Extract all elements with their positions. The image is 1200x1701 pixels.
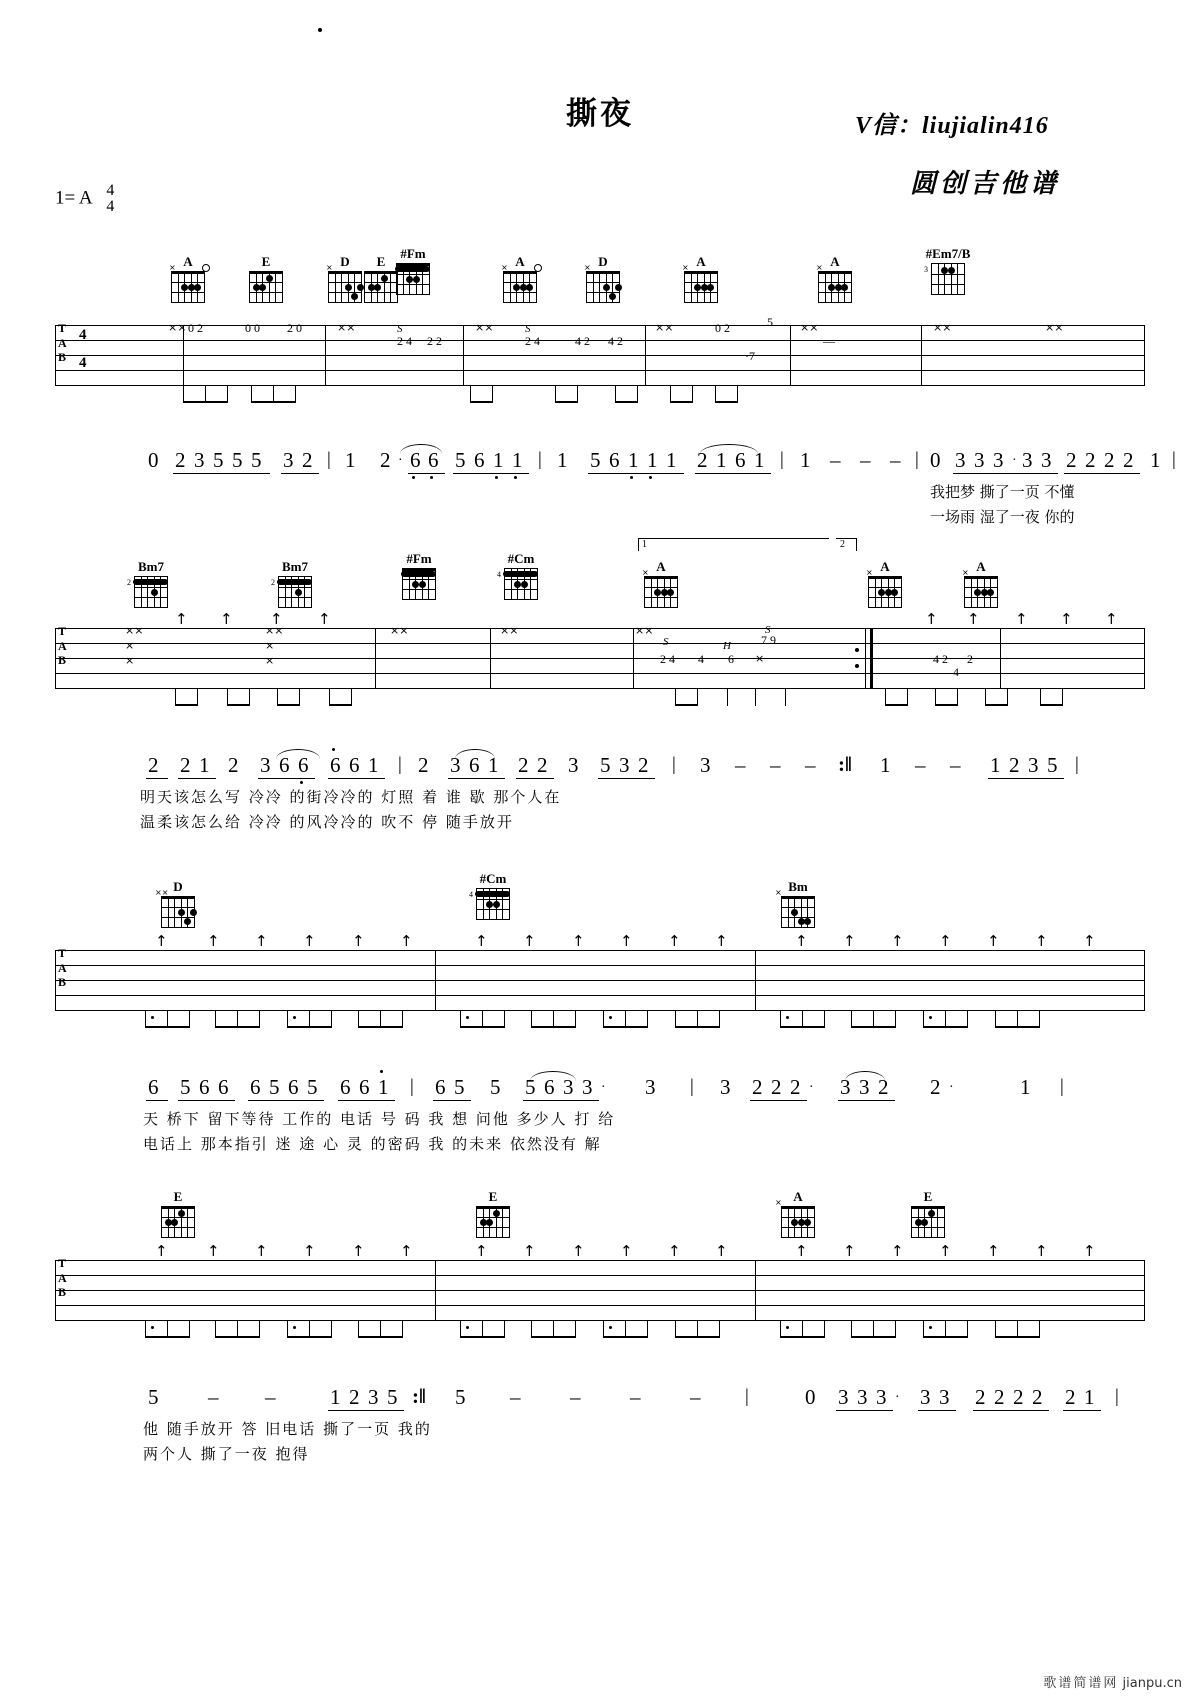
note: 2: [349, 1385, 360, 1409]
note: 1: [754, 448, 765, 472]
note: 1: [330, 1385, 341, 1409]
note: 3: [582, 1075, 593, 1099]
tab-time-signature: 4 4: [79, 327, 87, 371]
note: 2: [148, 753, 159, 777]
note: 3: [563, 1075, 574, 1099]
note: 1: [990, 753, 1001, 777]
note: 5: [269, 1075, 280, 1099]
note: 2: [1066, 448, 1077, 472]
chord-grid: [503, 272, 537, 302]
lyric-line-2: 一场雨 湿了一夜 你的: [930, 508, 1075, 526]
note: 1: [488, 753, 499, 777]
dot: ·: [1012, 453, 1017, 468]
note: 1: [628, 448, 639, 472]
note: 3: [920, 1385, 931, 1409]
barline: |: [745, 1386, 749, 1407]
chord-name: #Cm: [507, 551, 535, 566]
note: 5: [1047, 753, 1058, 777]
note: 2: [790, 1075, 801, 1099]
note: 1: [1084, 1385, 1095, 1409]
note: 1: [345, 448, 356, 472]
chord-grid: [684, 272, 718, 302]
note: 2: [180, 753, 191, 777]
barline: |: [672, 754, 676, 775]
note: 6: [298, 753, 309, 777]
note: 2: [930, 1075, 941, 1099]
note: 3: [568, 753, 579, 777]
lyric-line-1: 明天该怎么写 冷冷 的街冷冷的 灯照 着 谁 歇 那个人在: [140, 788, 562, 806]
note: –: [510, 1385, 521, 1409]
note: 2: [1032, 1385, 1043, 1409]
volta-bracket-1: [638, 538, 829, 551]
note: 1: [557, 448, 568, 472]
note: 5: [213, 448, 224, 472]
chord-name: D: [340, 254, 350, 269]
chord-grid: [781, 1207, 815, 1237]
chord-grid: [396, 264, 430, 294]
chord-name: E: [488, 1189, 498, 1204]
note: 2: [878, 1075, 889, 1099]
volta-label: 1: [642, 539, 647, 550]
repeat-sign: :‖: [838, 752, 852, 776]
chord-name: E: [376, 254, 386, 269]
dot: ·: [949, 1080, 954, 1095]
note: 3: [838, 1385, 849, 1409]
chord-grid: [504, 569, 538, 599]
chord-grid: [868, 577, 902, 607]
note: 6: [428, 448, 439, 472]
barline: |: [1060, 1076, 1064, 1097]
chord-name: Bm7: [282, 559, 308, 574]
barline: |: [538, 449, 542, 470]
lyric-line-2: 温柔该怎么给 冷冷 的风冷冷的 吹不 停 随手放开: [140, 813, 514, 831]
site-url: jianpu.cn: [1122, 1676, 1182, 1691]
lyric-line-2: 电话上 那本指引 迷 途 心 灵 的密码 我 的未来 依然没有 解: [143, 1135, 602, 1153]
note: 5: [490, 1075, 501, 1099]
chord-name: Bm: [788, 879, 808, 894]
chord-name: #Cm: [479, 871, 507, 886]
note: –: [770, 753, 781, 777]
chord-grid: [161, 897, 195, 927]
chord-grid: [161, 1207, 195, 1237]
note: 6: [410, 448, 421, 472]
note: 2: [175, 448, 186, 472]
barline: |: [410, 1076, 414, 1097]
tab-clef: T A B: [58, 321, 67, 365]
note: 5: [455, 448, 466, 472]
tab-staff-4: T A B ↑ ↑ ↑ ↑ ↑ ↑ ↑ ↑ ↑ ↑ ↑ ↑ ↑ ↑ ↑ ↑ ↑ ↑ ↑: [55, 1260, 1145, 1322]
lyric-line-1: 天 桥下 留下等待 工作的 电话 号 码 我 想 问他 多少人 打 给: [143, 1110, 616, 1128]
note: 3: [840, 1075, 851, 1099]
chord-grid: [278, 577, 312, 607]
chord-grid: [818, 272, 852, 302]
chord-grid: [402, 569, 436, 599]
note: 6: [250, 1075, 261, 1099]
note: 6: [288, 1075, 299, 1099]
chord-grid: [364, 272, 398, 302]
note: 3: [857, 1385, 868, 1409]
note: –: [570, 1385, 581, 1409]
note: –: [805, 753, 816, 777]
tab-staff-2: T A B ×× × × ×× × × ×× ×× ×× S 2 4 4 H 6 S 7 9 × 4 2 2 4 ↑ ↑ ↑ ↑ ↑ ↑ ↑ ↑ ↑: [55, 628, 1145, 690]
note: 6: [218, 1075, 229, 1099]
chord-grid: [171, 272, 205, 302]
time-signature-denominator: 4: [106, 198, 115, 215]
barline: |: [915, 449, 919, 470]
note: 1: [880, 753, 891, 777]
note: 3: [876, 1385, 887, 1409]
brand-label: 圆创吉他谱: [910, 169, 1061, 199]
note: 6: [544, 1075, 555, 1099]
note: 6: [349, 753, 360, 777]
note: –: [915, 753, 926, 777]
barline: |: [327, 449, 331, 470]
note: 1: [199, 753, 210, 777]
note: 2: [1085, 448, 1096, 472]
volta-label: 2: [840, 539, 845, 550]
chord-grid: [249, 272, 283, 302]
note: –: [735, 753, 746, 777]
barline: |: [1172, 449, 1176, 470]
chord-grid: [476, 889, 510, 919]
chord-grid: [781, 897, 815, 927]
page-dot-mark: [318, 28, 322, 32]
chord-grid: [134, 577, 168, 607]
note: 6: [735, 448, 746, 472]
note: –: [950, 753, 961, 777]
note: 5: [251, 448, 262, 472]
note: 3: [1041, 448, 1052, 472]
note: 6: [279, 753, 290, 777]
note: 2: [302, 448, 313, 472]
note: 2: [1009, 753, 1020, 777]
tab-clef: T A B: [58, 946, 67, 990]
note: 3: [194, 448, 205, 472]
note: 2: [380, 448, 391, 472]
note: 1: [647, 448, 658, 472]
note: 2: [975, 1385, 986, 1409]
note: 6: [199, 1075, 210, 1099]
volta-bracket-2: [836, 538, 857, 551]
note: 0: [805, 1385, 816, 1409]
chord-name: A: [696, 254, 706, 269]
dot: ·: [895, 1390, 900, 1405]
barline: |: [1115, 1386, 1119, 1407]
barline: |: [780, 449, 784, 470]
note: 3: [974, 448, 985, 472]
chord-name: E: [923, 1189, 933, 1204]
note: 1: [493, 448, 504, 472]
dot: ·: [601, 1080, 606, 1095]
note: 5: [232, 448, 243, 472]
site-name-cn: 歌谱简谱网: [1043, 1676, 1119, 1691]
note: –: [265, 1385, 276, 1409]
chord-grid: [476, 1207, 510, 1237]
chord-name: D: [173, 879, 183, 894]
repeat-sign: :‖: [412, 1384, 426, 1408]
note: 5: [307, 1075, 318, 1099]
chord-name: E: [261, 254, 271, 269]
note: 0: [930, 448, 941, 472]
note: 6: [609, 448, 620, 472]
note: 3: [720, 1075, 731, 1099]
note: 3: [993, 448, 1004, 472]
note: 2: [1013, 1385, 1024, 1409]
note: 1: [716, 448, 727, 472]
note: 1: [378, 1075, 389, 1099]
chord-name: A: [183, 254, 193, 269]
time-signature: [106, 183, 114, 215]
note: 1: [512, 448, 523, 472]
note: 3: [645, 1075, 656, 1099]
chord-grid: [586, 272, 620, 302]
chord-name: #Fm: [406, 551, 432, 566]
sheet-music-page: 撕夜 V信：liujialin416 圆创吉他谱 1= A 4 4 A × E D × E #Fm A × D × A × A × #Em7/B 3 T A B 4 4 ×× 0 2 0 0 2 0 ×× 2 4 2 2 S ×× S 2 4 4 2 4 2 ×× 0 2 5 ·7 ×× — ×× ×× 0 2 3 5 5 5 3 2 | 1 2 · 6 6 5 6 1 1 | 1 5 6 1 1 1 2 1 6 1 | 1 – – – | 0 3 3 3 · 3 3 2 2 2 2 1 | 我把梦 撕了一页 不懂 一场雨 湿了一夜 你的 Bm7 2 Bm7 2 #Fm #Cm 4 A × A × A × 1 2 T A B ×× × × ×× × × ×× ×× ×× S 2 4 4 H 6 S 7 9 × 4 2 2 4 ↑ ↑ ↑ ↑ ↑ ↑ ↑ ↑ ↑ 2 2 1 2 3 6 6 6 6 1 | 2 3 6 1 2 2 3 5 3 2 | 3 – – – :‖ 1 – – 1 2 3 5 | 明天该怎么写 冷冷 的街冷冷的 灯照 着 谁 歇 那个人在 温柔该怎么给 冷冷 的风冷冷的 吹不 停 随手放开 D ×× #Cm 4 Bm × T A B ↑ ↑ ↑ ↑ ↑ ↑ ↑ ↑ ↑ ↑ ↑ ↑ ↑ ↑ ↑ ↑ ↑ ↑ ↑ 6 5 6 6 6 5 6 5 6 6 1 | 6 5 5 5 6 3 3 · 3 | 3 2 2 2 · 3 3 2 2 · 1 | 天 桥下 留下等待 工作的 电话 号 码 我 想 问他 多少人 打 给 电话上 那本指引 迷 途 心 灵 的密码 我 的未来 依然没有 解 E E A × E T A B ↑ ↑ ↑ ↑ ↑ ↑ ↑ ↑ ↑ ↑ ↑ ↑ ↑ ↑ ↑ ↑ ↑ ↑ ↑ 5 – – 1 2 3 5 :‖ 5 – – – – | 0 3 3 3 · 3 3 2 2 2 2 2 1 | 他 随手放开 答 旧电话 撕了一页 我的 两个人 撕了一夜 抱得 歌谱简谱网 jianpu.cn: [0, 0, 1200, 1701]
note: 2: [638, 753, 649, 777]
chord-name: Bm7: [138, 559, 164, 574]
note: 5: [455, 1385, 466, 1409]
chord-name: D: [598, 254, 608, 269]
chord-name: #Fm: [400, 246, 426, 261]
chord-name: A: [793, 1189, 803, 1204]
chord-grid: [644, 577, 678, 607]
note: –: [208, 1385, 219, 1409]
wechat-contact: V信：liujialin416: [855, 113, 1049, 139]
note: 6: [340, 1075, 351, 1099]
repeat-barline: [870, 628, 873, 689]
note: 0: [148, 448, 159, 472]
note: –: [830, 448, 841, 472]
note: 3: [619, 753, 630, 777]
chord-name: A: [830, 254, 840, 269]
note: –: [890, 448, 901, 472]
lyric-line-1: 他 随手放开 答 旧电话 撕了一页 我的: [143, 1420, 432, 1438]
note: 6: [359, 1075, 370, 1099]
chord-name: #Em7/B: [925, 246, 971, 261]
note: 3: [955, 448, 966, 472]
note: 2: [418, 753, 429, 777]
note: 3: [1022, 448, 1033, 472]
lyric-line-1: 我把梦 撕了一页 不懂: [930, 483, 1075, 501]
note: 1: [1020, 1075, 1031, 1099]
note: 2: [518, 753, 529, 777]
chord-grid: [931, 264, 965, 294]
note: 5: [600, 753, 611, 777]
note: 3: [1028, 753, 1039, 777]
page-title: 撕夜: [566, 96, 634, 132]
dot: ·: [398, 453, 403, 468]
note: 2: [228, 753, 239, 777]
note: –: [690, 1385, 701, 1409]
note: 2: [771, 1075, 782, 1099]
chord-grid: [964, 577, 998, 607]
lyric-line-2: 两个人 撕了一夜 抱得: [143, 1445, 310, 1463]
note: 5: [387, 1385, 398, 1409]
note: 3: [939, 1385, 950, 1409]
key-text: 1= A: [55, 187, 92, 209]
note: 3: [450, 753, 461, 777]
note: 5: [180, 1075, 191, 1099]
tab-clef: T A B: [58, 1256, 67, 1300]
note: 6: [474, 448, 485, 472]
note: 5: [454, 1075, 465, 1099]
note: 6: [148, 1075, 159, 1099]
note: 2: [1123, 448, 1134, 472]
note: 1: [1150, 448, 1161, 472]
note: 6: [330, 753, 341, 777]
site-watermark: [1043, 1672, 1182, 1691]
chord-name: A: [515, 254, 525, 269]
note: 1: [666, 448, 677, 472]
note: 1: [800, 448, 811, 472]
note: 5: [525, 1075, 536, 1099]
dot: ·: [809, 1080, 814, 1095]
chord-grid: [328, 272, 362, 302]
time-signature-numerator: 4: [106, 182, 115, 199]
note: 3: [368, 1385, 379, 1409]
note: 2: [1065, 1385, 1076, 1409]
note: 5: [148, 1385, 159, 1409]
barline: |: [1075, 754, 1079, 775]
chord-name: A: [880, 559, 890, 574]
chord-name: A: [976, 559, 986, 574]
tab-clef: T A B: [58, 624, 67, 668]
chord-name: E: [173, 1189, 183, 1204]
note: 3: [700, 753, 711, 777]
note: 3: [260, 753, 271, 777]
note: –: [630, 1385, 641, 1409]
key-signature: [55, 183, 114, 215]
chord-grid: [911, 1207, 945, 1237]
barline: |: [398, 754, 402, 775]
note: –: [860, 448, 871, 472]
note: 6: [435, 1075, 446, 1099]
note: 1: [368, 753, 379, 777]
barline: |: [690, 1076, 694, 1097]
note: 2: [537, 753, 548, 777]
tab-staff-3: T A B ↑ ↑ ↑ ↑ ↑ ↑ ↑ ↑ ↑ ↑ ↑ ↑ ↑ ↑ ↑ ↑ ↑ ↑ ↑: [55, 950, 1145, 1012]
note: 2: [994, 1385, 1005, 1409]
chord-name: A: [656, 559, 666, 574]
note: 2: [752, 1075, 763, 1099]
note: 5: [590, 448, 601, 472]
note: 2: [697, 448, 708, 472]
note: 3: [283, 448, 294, 472]
note: 6: [469, 753, 480, 777]
tab-staff-1: T A B 4 4 ×× 0 2 0 0 2 0 ×× 2 4 2 2 S ×× S 2 4 4 2 4 2 ×× 0 2 5 ·7 ×× — ×× ××: [55, 325, 1145, 387]
note: 3: [859, 1075, 870, 1099]
note: 2: [1104, 448, 1115, 472]
